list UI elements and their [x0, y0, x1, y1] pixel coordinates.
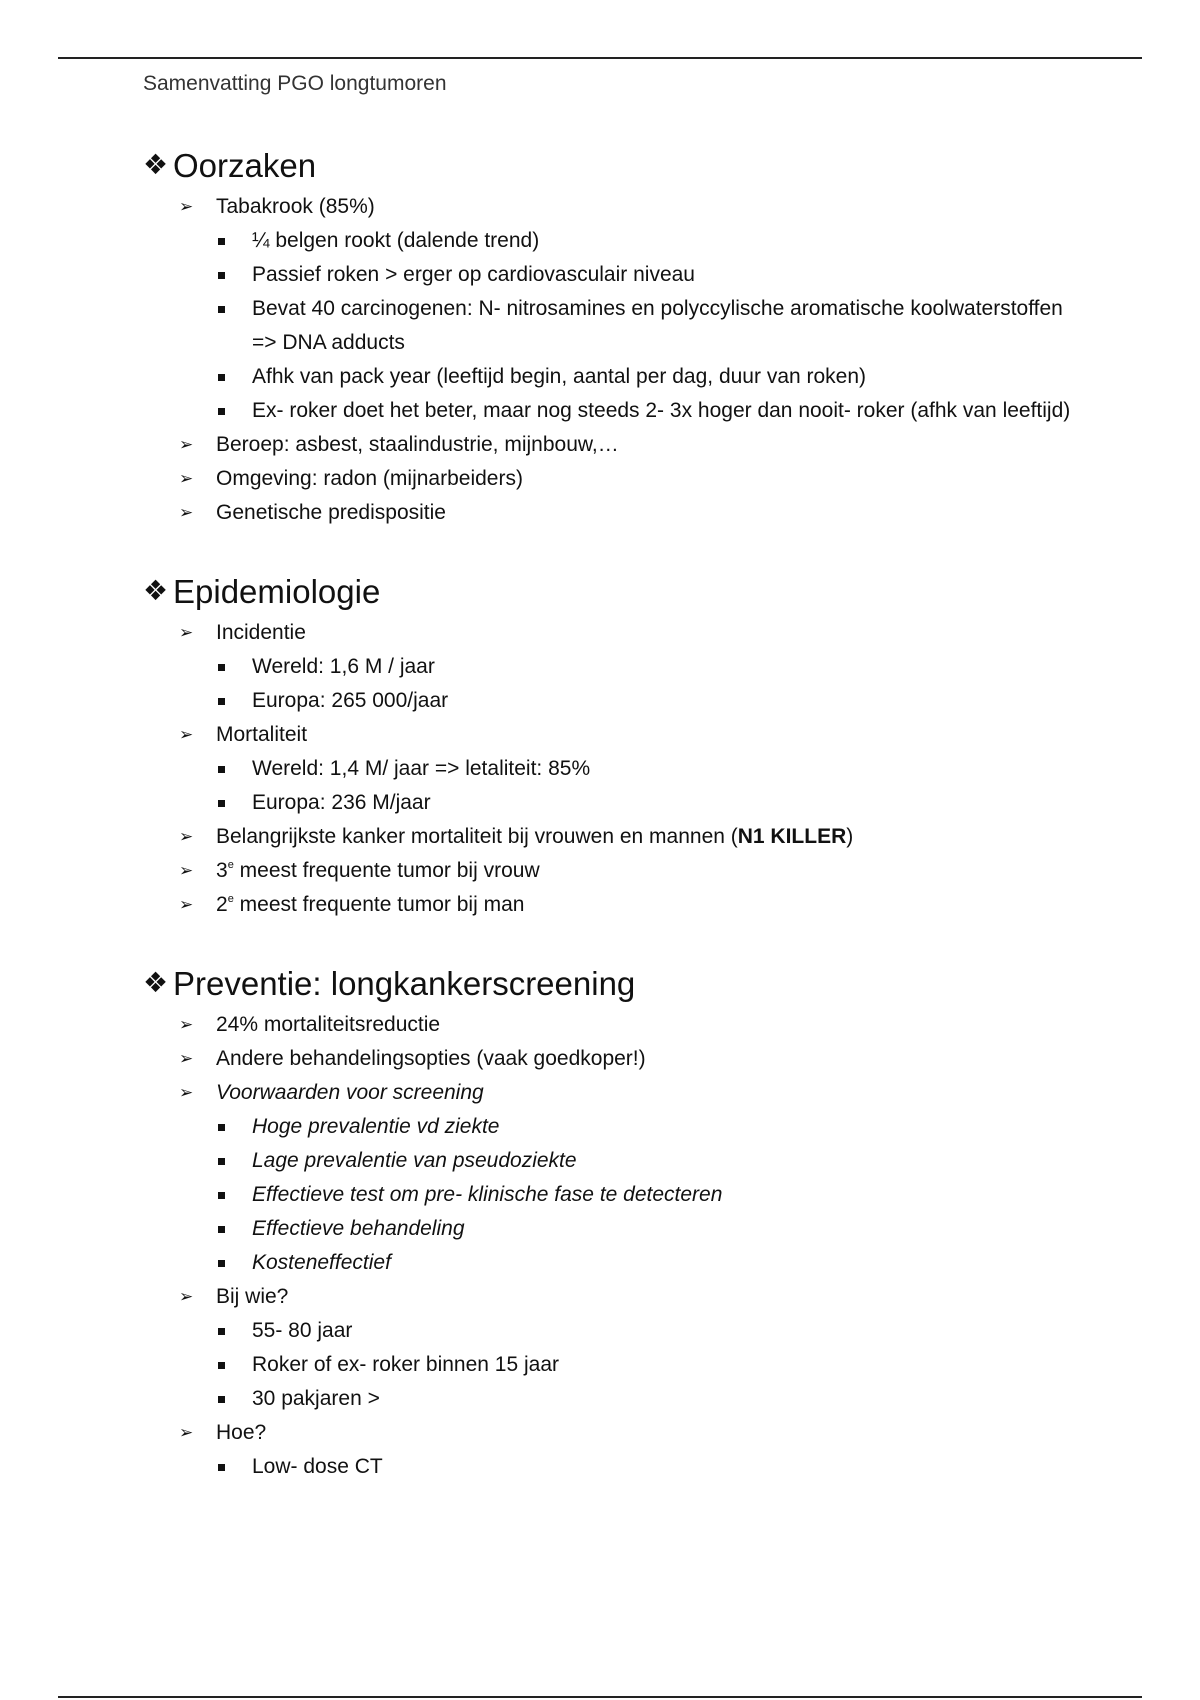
list-item-row	[143, 854, 1083, 888]
ordinal-suffix: e	[227, 893, 234, 905]
list-item-text	[216, 820, 853, 854]
square-bullet-icon	[218, 1362, 225, 1369]
arrowhead-bullet-icon: ➢	[179, 1287, 194, 1306]
sub-list-item	[143, 684, 1083, 718]
sub-item-text: ¼ belgen rookt (dalende trend)	[252, 229, 540, 252]
list-item	[143, 190, 1083, 428]
arrowhead-bullet-icon: ➢	[179, 725, 194, 744]
list-item-row	[143, 496, 1083, 530]
square-bullet-icon	[218, 1192, 225, 1199]
square-bullet-icon	[218, 1124, 225, 1131]
ordinal-number: 3	[216, 859, 228, 882]
sub-list-item	[143, 1246, 1083, 1280]
sub-item-text: Effectieve behandeling	[252, 1217, 465, 1240]
list-item-text	[216, 616, 306, 650]
arrowhead-bullet-icon: ➢	[179, 503, 194, 522]
sub-item-text: Roker of ex- roker binnen 15 jaar	[252, 1353, 559, 1376]
item-label: Genetische predispositie	[216, 501, 446, 524]
list-item-text	[216, 854, 540, 888]
list-item-text	[216, 190, 375, 224]
square-bullet-icon	[218, 272, 225, 279]
sub-item-text: Passief roken > erger op cardiovasculair niveau	[252, 263, 695, 286]
section-title: Preventie: longkankerscreening	[173, 964, 636, 1002]
arrowhead-bullet-icon: ➢	[179, 197, 194, 216]
list-item-row	[143, 1042, 1083, 1076]
square-bullet-icon	[218, 238, 225, 245]
list-item	[143, 496, 1083, 530]
sub-bullet-list	[143, 1450, 1083, 1484]
list-item	[143, 1042, 1083, 1076]
arrowhead-bullet-icon: ➢	[179, 827, 194, 846]
sub-item-text: Lage prevalentie van pseudoziekte	[252, 1149, 577, 1172]
list-item-text	[216, 1042, 646, 1076]
list-item	[143, 820, 1083, 854]
item-label: Bij wie?	[216, 1285, 289, 1308]
list-item-text	[216, 496, 446, 530]
sub-list-item	[143, 360, 1083, 394]
section-title: Epidemiologie	[173, 572, 381, 610]
bullet-list	[143, 1008, 1083, 1484]
item-label: Incidentie	[216, 621, 306, 644]
list-item-row	[143, 1416, 1083, 1450]
arrowhead-bullet-icon: ➢	[179, 1015, 194, 1034]
square-bullet-icon	[218, 1396, 225, 1403]
sub-bullet-list	[143, 1110, 1083, 1280]
section-heading	[143, 566, 1083, 616]
sub-item-text: Wereld: 1,4 M/ jaar => letaliteit: 85%	[252, 757, 591, 780]
emphasis-label: N1 KILLER	[737, 825, 847, 848]
arrowhead-bullet-icon: ➢	[179, 895, 194, 914]
sub-bullet-list	[143, 752, 1083, 820]
list-item-row	[143, 1076, 1083, 1110]
arrowhead-bullet-icon: ➢	[179, 435, 194, 454]
list-item-text	[216, 1280, 288, 1314]
list-item	[143, 718, 1083, 820]
sub-list-item	[143, 752, 1083, 786]
list-item	[143, 1280, 1083, 1416]
sub-item-text: Bevat 40 carcinogenen: N- nitrosamines en polyccylische aromatische koolwaterstoffen => DNA adducts	[252, 297, 1063, 354]
list-item-row	[143, 190, 1083, 224]
item-label: Voorwaarden voor screening	[216, 1081, 484, 1104]
item-label: meest frequente tumor bij man	[233, 893, 525, 916]
sub-bullet-list	[143, 224, 1083, 428]
four-diamond-bullet-icon: ❖	[143, 149, 169, 180]
sub-list-item	[143, 1178, 1083, 1212]
sub-list-item	[143, 1144, 1083, 1178]
page-header: Samenvatting PGO longtumoren	[143, 72, 447, 95]
sub-list-item	[143, 224, 1083, 258]
item-label: meest frequente tumor bij vrouw	[233, 859, 540, 882]
list-item	[143, 854, 1083, 888]
square-bullet-icon	[218, 1464, 225, 1471]
square-bullet-icon	[218, 800, 225, 807]
item-label-suffix: )	[846, 825, 854, 848]
sub-list-item	[143, 1314, 1083, 1348]
sub-item-text: Low- dose CT	[252, 1455, 383, 1478]
list-item-row	[143, 888, 1083, 922]
sub-list-item	[143, 1212, 1083, 1246]
list-item	[143, 428, 1083, 462]
sub-item-text: Wereld: 1,6 M / jaar	[252, 655, 435, 678]
item-label: Beroep: asbest, staalindustrie, mijnbouw,…	[216, 433, 619, 456]
sub-item-text: Afhk van pack year (leeftijd begin, aantal per dag, duur van roken)	[252, 365, 867, 388]
sub-list-item	[143, 1348, 1083, 1382]
sub-list-item	[143, 786, 1083, 820]
list-item-text	[216, 888, 524, 922]
item-label: 24% mortaliteitsreductie	[216, 1013, 441, 1036]
section-epidemiologie	[143, 566, 1083, 922]
square-bullet-icon	[218, 664, 225, 671]
list-item-text	[216, 428, 619, 462]
square-bullet-icon	[218, 408, 225, 415]
list-item-text	[216, 1076, 484, 1110]
sub-list-item	[143, 258, 1083, 292]
sub-item-text: Hoge prevalentie vd ziekte	[252, 1115, 500, 1138]
sub-list-item	[143, 292, 1083, 360]
ordinal-suffix: e	[227, 859, 234, 871]
sub-list-item	[143, 1110, 1083, 1144]
list-item-text	[216, 718, 307, 752]
section-heading	[143, 958, 1083, 1008]
square-bullet-icon	[218, 1260, 225, 1267]
bottom-rule	[58, 1696, 1142, 1698]
item-label: Hoe?	[216, 1421, 267, 1444]
sub-bullet-list	[143, 650, 1083, 718]
square-bullet-icon	[218, 1328, 225, 1335]
sub-list-item	[143, 650, 1083, 684]
bullet-list	[143, 616, 1083, 922]
list-item	[143, 616, 1083, 718]
document-body	[143, 140, 1083, 1484]
list-item	[143, 1008, 1083, 1042]
sub-item-text: Europa: 236 M/jaar	[252, 791, 431, 814]
list-item-row	[143, 820, 1083, 854]
item-label: Mortaliteit	[216, 723, 308, 746]
list-item-row	[143, 428, 1083, 462]
square-bullet-icon	[218, 1158, 225, 1165]
section-heading	[143, 140, 1083, 190]
item-label: Tabakrook (85%)	[216, 195, 375, 218]
list-item	[143, 1416, 1083, 1484]
list-item	[143, 888, 1083, 922]
four-diamond-bullet-icon: ❖	[143, 967, 169, 998]
sub-bullet-list	[143, 1314, 1083, 1416]
list-item-row	[143, 616, 1083, 650]
square-bullet-icon	[218, 766, 225, 773]
arrowhead-bullet-icon: ➢	[179, 861, 194, 880]
arrowhead-bullet-icon: ➢	[179, 469, 194, 488]
sub-list-item	[143, 394, 1083, 428]
arrowhead-bullet-icon: ➢	[179, 1083, 194, 1102]
sub-item-text: Ex- roker doet het beter, maar nog steeds 2- 3x hoger dan nooit- roker (afhk van leeftijd)	[252, 399, 1071, 422]
sub-item-text: 30 pakjaren >	[252, 1387, 380, 1410]
top-rule	[58, 57, 1142, 59]
square-bullet-icon	[218, 374, 225, 381]
list-item-row	[143, 462, 1083, 496]
arrowhead-bullet-icon: ➢	[179, 623, 194, 642]
section-preventie	[143, 958, 1083, 1484]
item-label: Omgeving: radon (mijnarbeiders)	[216, 467, 523, 490]
square-bullet-icon	[218, 698, 225, 705]
list-item-row	[143, 1280, 1083, 1314]
bullet-list	[143, 190, 1083, 530]
square-bullet-icon	[218, 1226, 225, 1233]
list-item-text	[216, 462, 523, 496]
arrowhead-bullet-icon: ➢	[179, 1049, 194, 1068]
section-oorzaken	[143, 140, 1083, 530]
arrowhead-bullet-icon: ➢	[179, 1423, 194, 1442]
sub-list-item	[143, 1382, 1083, 1416]
sub-item-text: Europa: 265 000/jaar	[252, 689, 449, 712]
list-item-text	[216, 1416, 266, 1450]
item-label: Belangrijkste kanker mortaliteit bij vrouwen en mannen (	[216, 825, 738, 848]
sub-list-item	[143, 1450, 1083, 1484]
ordinal-number: 2	[216, 893, 228, 916]
item-label: Andere behandelingsopties (vaak goedkoper!)	[216, 1047, 646, 1070]
sub-item-text: Effectieve test om pre- klinische fase te detecteren	[252, 1183, 723, 1206]
four-diamond-bullet-icon: ❖	[143, 575, 169, 606]
sub-item-text: Kosteneffectief	[252, 1251, 391, 1274]
section-title: Oorzaken	[173, 146, 317, 184]
list-item	[143, 1076, 1083, 1280]
list-item	[143, 462, 1083, 496]
list-item-row	[143, 718, 1083, 752]
list-item-row	[143, 1008, 1083, 1042]
sub-item-text: 55- 80 jaar	[252, 1319, 353, 1342]
list-item-text	[216, 1008, 440, 1042]
square-bullet-icon	[218, 306, 225, 313]
